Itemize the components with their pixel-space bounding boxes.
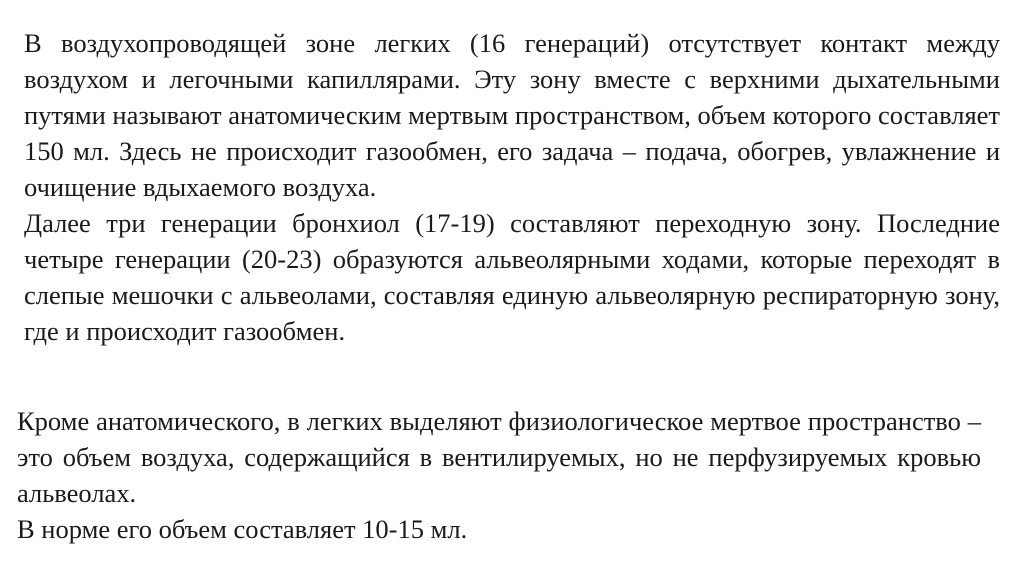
paragraph-physiological-dead-space: Кроме анатомического, в легких выделяют физиологическое мертвое пространство – это объем воздуха, содержащийся в вентилируемых, но не перфузируемых кровью альвеолах. [17, 406, 981, 508]
text-block-dead-space-anatomical [24, 25, 1000, 349]
paragraph-normal-volume: В норме его объем составляет 10-15 мл. [17, 514, 468, 544]
paragraph-transitional-zone: Далее три генерации бронхиол (17-19) составляют переходную зону. Последние четыре генерации (20-23) образуются альвеолярными ходами, которые переходят в слепые мешочки с альвеолами, составляя единую альвеолярную респираторную зону, где и происходит газообмен. [24, 208, 1000, 346]
text-block-dead-space-physiological [17, 403, 981, 547]
paragraph-conducting-zone: В воздухопроводящей зоне легких (16 генераций) отсутствует контакт между воздухом и легочными капиллярами. Эту зону вместе с верхними дыхательными путями называют анатомическим мертвым пространством, объем которого составляет 150 мл. Здесь не происходит газообмен, его задача – подача, обогрев, увлажнение и очищение вдыхаемого воздуха. [24, 28, 1000, 202]
